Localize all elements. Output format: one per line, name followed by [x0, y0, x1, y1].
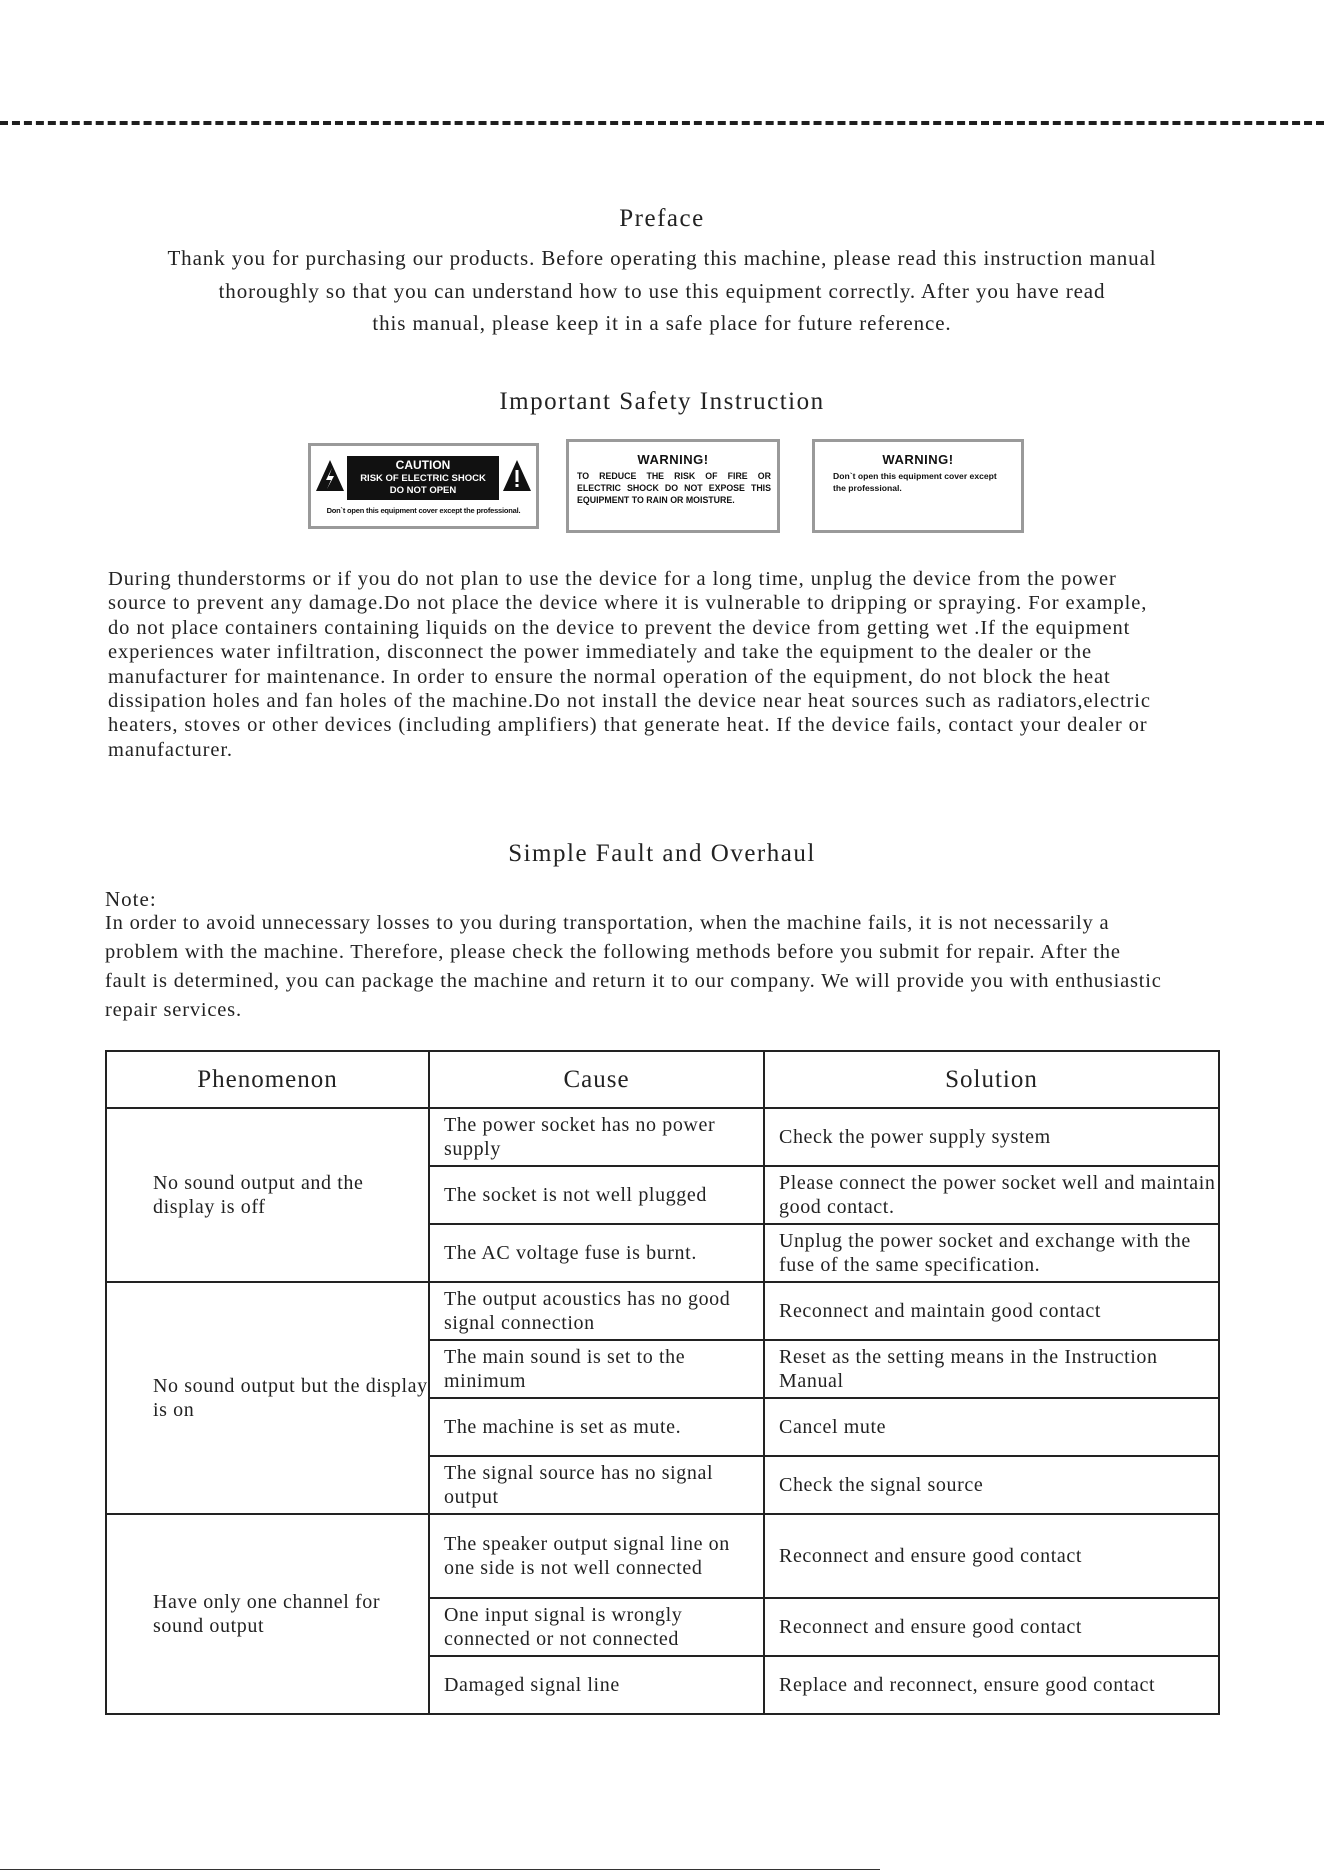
caution-line: DO NOT OPEN — [389, 485, 457, 496]
note-text — [105, 909, 1235, 1025]
cause-cell: The AC voltage fuse is burnt. — [429, 1224, 764, 1282]
warning-label-cover — [812, 439, 1024, 533]
solution-cell: Reconnect and ensure good contact — [764, 1598, 1219, 1656]
caution-band — [347, 456, 499, 500]
safety-line: During thunderstorms or if you do not plan to use the device for a long time, unplug the device from the power — [108, 568, 1117, 590]
caution-note: Don`t open this equipment cover except the professional. — [326, 506, 521, 515]
fault-title: Simple Fault and Overhaul — [508, 840, 816, 867]
cause-cell: The signal source has no signal output — [429, 1456, 764, 1514]
exclamation-warning-icon — [502, 459, 532, 493]
safety-line: source to prevent any damage.Do not place the device where it is vulnerable to dripping or spraying. For example, — [108, 592, 1148, 615]
electric-shock-warning-icon — [315, 459, 345, 493]
solution-cell: Replace and reconnect, ensure good contact — [764, 1656, 1219, 1714]
phenomenon-cell: No sound output and the display is off — [106, 1108, 429, 1282]
solution-cell: Check the signal source — [764, 1456, 1219, 1514]
safety-title: Important Safety Instruction — [499, 388, 825, 415]
table-row — [106, 1108, 1219, 1166]
safety-line: manufacturer for maintenance. In order to ensure the normal operation of the equipment, do not block the heat — [108, 665, 1111, 688]
preface-line: this manual, please keep it in a safe place for future reference. — [372, 311, 952, 335]
cause-cell: The power socket has no power supply — [429, 1108, 764, 1166]
dashed-divider — [0, 121, 1324, 125]
preface-title: Preface — [619, 205, 705, 232]
cause-cell: One input signal is wrongly connected or not connected — [429, 1598, 764, 1656]
safety-line: experiences water infiltration, disconnect the power immediately and take the equipment to the dealer or the — [108, 641, 1093, 664]
safety-line: dissipation holes and fan holes of the machine.Do not install the device near heat sources such as radiators,electric — [108, 690, 1151, 713]
preface-line: thoroughly so that you can understand how to use this equipment correctly. After you have read — [218, 278, 1106, 303]
caution-label — [308, 443, 539, 529]
bottom-rule — [0, 1869, 880, 1870]
cause-cell: The output acoustics has no good signal connection — [429, 1282, 764, 1340]
phenomenon-cell: No sound output but the display is on — [106, 1282, 429, 1514]
preface-line: Thank you for purchasing our products. Before operating this machine, please read this instruction manual — [167, 246, 1157, 270]
cause-cell: Damaged signal line — [429, 1656, 764, 1714]
note-label: Note: — [105, 887, 157, 911]
caution-title: CAUTION — [395, 458, 451, 472]
safety-text — [108, 567, 1238, 762]
solution-cell: Check the power supply system — [764, 1108, 1219, 1166]
safety-line: do not place containers containing liquids on the device to prevent the device from getting wet .If the equipment — [108, 616, 1131, 639]
note-line: In order to avoid unnecessary losses to you during transportation, when the machine fails, it is not necessarily a — [105, 912, 1110, 934]
note-line: fault is determined, you can package the machine and return it to our company. We will provide you with enthusiastic — [105, 970, 1162, 992]
cause-cell: The socket is not well plugged — [429, 1166, 764, 1224]
preface-text — [90, 242, 1234, 340]
solution-cell: Reset as the setting means in the Instruction Manual — [764, 1340, 1219, 1398]
safety-line: manufacturer. — [108, 738, 233, 761]
phenomenon-cell: Have only one channel for sound output — [106, 1514, 429, 1714]
cause-cell: The main sound is set to the minimum — [429, 1340, 764, 1398]
note-line: repair services. — [105, 999, 242, 1021]
table-row — [106, 1282, 1219, 1340]
solution-cell: Cancel mute — [764, 1398, 1219, 1456]
note-line: problem with the machine. Therefore, please check the following methods before you submit for repair. After the — [105, 941, 1121, 963]
safety-line: heaters, stoves or other devices (including amplifiers) that generate heat. If the device fails, contact your dealer or — [108, 714, 1148, 737]
cause-cell: The machine is set as mute. — [429, 1398, 764, 1456]
solution-cell: Reconnect and maintain good contact — [764, 1282, 1219, 1340]
warning-text: TO REDUCE THE RISK OF FIRE OR ELECTRIC SHOCK DO NOT EXPOSE THIS EQUIPMENT TO RAIN OR MOISTURE. — [577, 471, 771, 505]
fault-table — [105, 1050, 1220, 1715]
header-phenomenon: Phenomenon — [106, 1051, 429, 1108]
warning-title: WARNING! — [882, 452, 954, 467]
solution-cell: Reconnect and ensure good contact — [764, 1514, 1219, 1598]
warning-label-fire — [566, 439, 780, 533]
table-row — [106, 1514, 1219, 1598]
solution-cell: Please connect the power socket well and maintain good contact. — [764, 1166, 1219, 1224]
table-header-row — [106, 1051, 1219, 1108]
warning-text: Don`t open this equipment cover except the professional. — [833, 471, 997, 493]
solution-cell: Unplug the power socket and exchange with the fuse of the same specification. — [764, 1224, 1219, 1282]
cause-cell: The speaker output signal line on one side is not well connected — [429, 1514, 764, 1598]
header-solution: Solution — [764, 1051, 1219, 1108]
caution-line: RISK OF ELECTRIC SHOCK — [360, 473, 486, 484]
header-cause: Cause — [429, 1051, 764, 1108]
warning-title: WARNING! — [637, 452, 709, 467]
